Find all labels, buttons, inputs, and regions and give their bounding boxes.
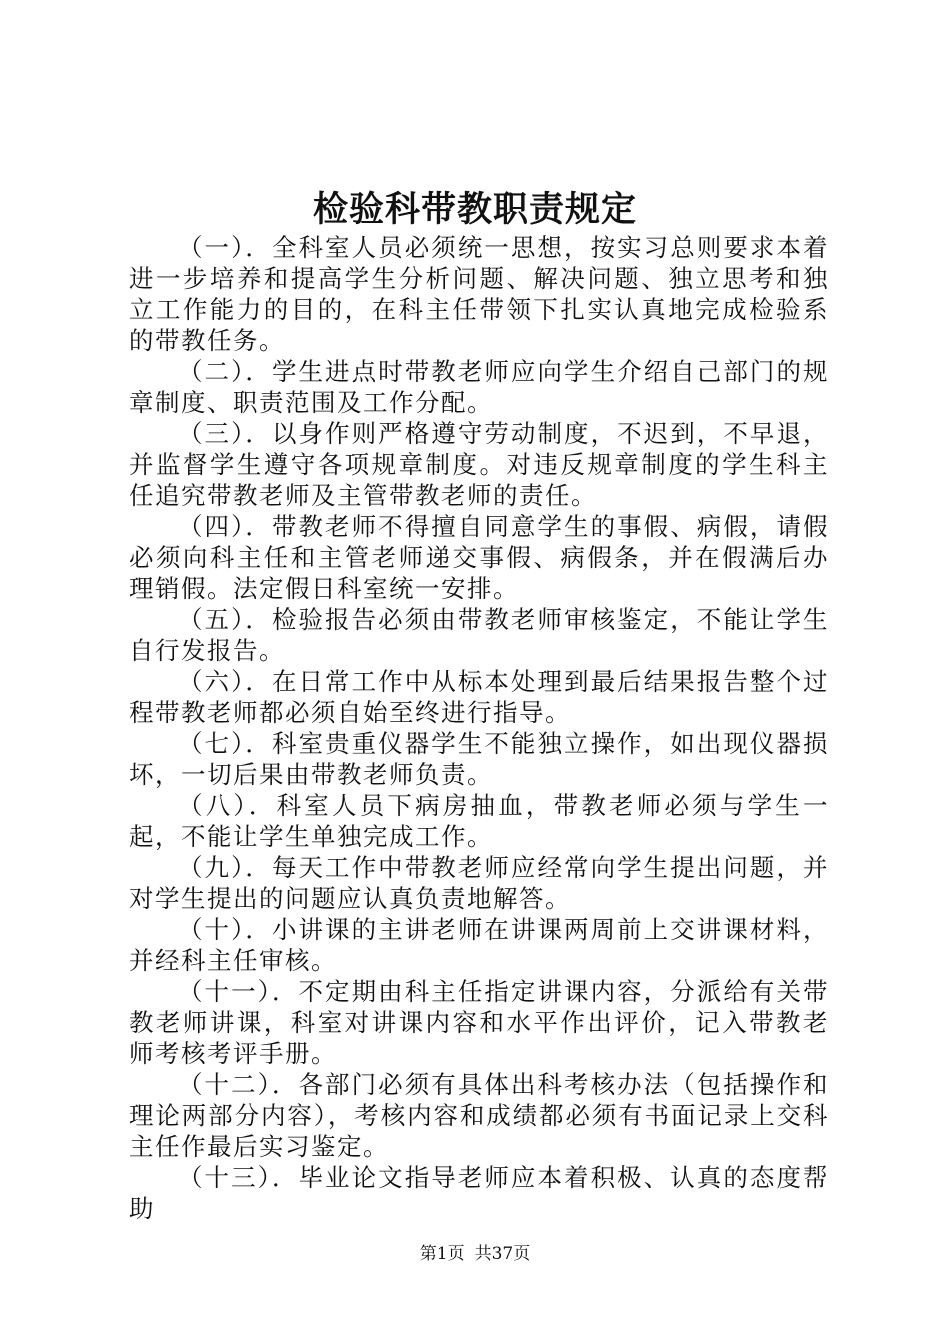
paragraph: （十）．小讲课的主讲老师在讲课两周前上交讲课材料，并经科主任审核。 (129, 915, 829, 975)
paragraph: （六）．在日常工作中从标本处理到最后结果报告整个过程带教老师都必须自始至终进行指导。 (129, 667, 829, 727)
document-title: 检验科带教职责规定 (312, 189, 637, 230)
paragraph: （十二）．各部门必须有具体出科考核办法（包括操作和理论两部分内容），考核内容和成绩都必须有书面记录上交科主任作最后实习鉴定。 (129, 1070, 829, 1161)
page-number: 第1页 (419, 1244, 465, 1264)
paragraph: （十三）．毕业论文指导老师应本着积极、认真的态度帮助 (129, 1163, 829, 1223)
document-body (129, 232, 829, 1224)
paragraph: （四）．带教老师不得擅自同意学生的事假、病假，请假必须向科主任和主管老师递交事假、病假条，并在假满后办理销假。法定假日科室统一安排。 (129, 512, 829, 603)
paragraph: （七）．科室贵重仪器学生不能独立操作，如出现仪器损坏，一切后果由带教老师负责。 (129, 729, 829, 789)
paragraph: （九）．每天工作中带教老师应经常向学生提出问题，并对学生提出的问题应认真负责地解答。 (129, 853, 829, 913)
paragraph: （三）．以身作则严格遵守劳动制度，不迟到，不早退，并监督学生遵守各项规章制度。对违反规章制度的学生科主任追究带教老师及主管带教老师的责任。 (129, 419, 829, 510)
paragraph: （一）．全科室人员必须统一思想，按实习总则要求本着进一步培养和提高学生分析问题、解决问题、独立思考和独立工作能力的目的，在科主任带领下扎实认真地完成检验系的带教任务。 (129, 233, 829, 355)
page-footer (0, 1242, 950, 1266)
paragraph: （五）．检验报告必须由带教老师审核鉴定，不能让学生自行发报告。 (129, 605, 829, 665)
page-total: 共37页 (474, 1244, 531, 1264)
paragraph: （八）．科室人员下病房抽血，带教老师必须与学生一起，不能让学生单独完成工作。 (129, 791, 829, 851)
paragraph: （十一）．不定期由科主任指定讲课内容，分派给有关带教老师讲课，科室对讲课内容和水平作出评价，记入带教老师考核考评手册。 (129, 977, 829, 1068)
paragraph: （二）．学生进点时带教老师应向学生介绍自己部门的规章制度、职责范围及工作分配。 (129, 357, 829, 417)
